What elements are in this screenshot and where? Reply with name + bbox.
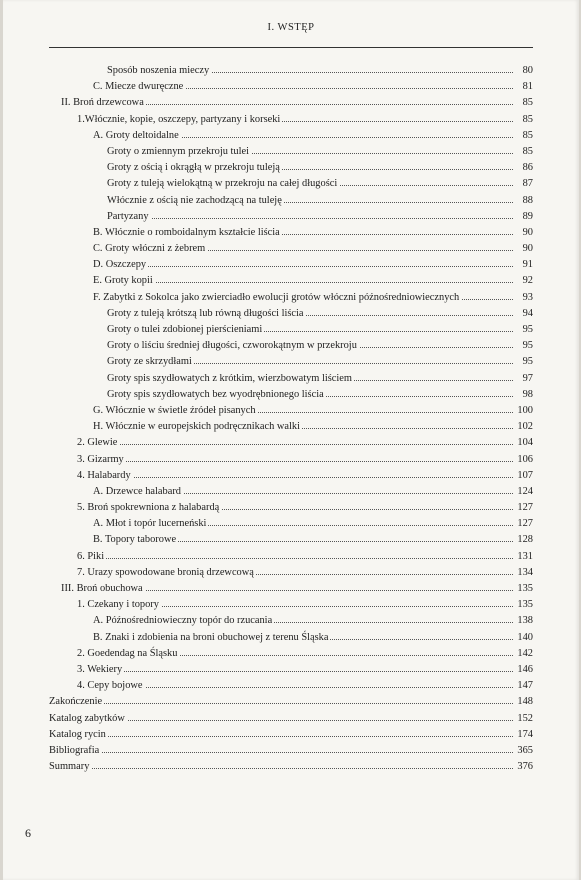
toc-entry: [3, 405, 579, 421]
toc-entry: [3, 567, 579, 583]
toc-entry-label: A. Młot i topór lucerneński: [93, 518, 207, 530]
toc-entry-page: 95: [522, 340, 533, 352]
header-rule: [49, 47, 533, 48]
toc-entry: [3, 551, 579, 567]
toc-entry-page: 127: [517, 518, 533, 530]
toc-entry: [3, 615, 579, 631]
toc-entry-page: 88: [522, 194, 533, 206]
toc-entry-page: 81: [522, 81, 533, 93]
toc-entry-label: Bibliografia: [49, 744, 100, 756]
toc-entry: [3, 275, 579, 291]
toc-entry-label: Groty z tuleją krótszą lub równą długości liścia: [107, 307, 304, 319]
toc-entry-page: 94: [522, 307, 533, 319]
toc-entry-label: C. Miecze dwuręczne: [93, 81, 184, 93]
toc-entry-label: B. Włócznie o romboidalnym kształcie liścia: [93, 226, 280, 238]
toc-entry-page: 91: [522, 259, 533, 271]
toc-entry: [3, 664, 579, 680]
toc-entry-page: 97: [522, 372, 533, 384]
toc-entry-page: 152: [517, 712, 533, 724]
toc-entry: [3, 486, 579, 502]
toc-entry-page: 146: [517, 663, 533, 675]
toc-leader-dots: [77, 671, 513, 672]
toc-entry-page: 174: [517, 728, 533, 740]
toc-entry-label: Groty o liściu średniej długości, czworokątnym w przekroju: [107, 340, 357, 352]
toc-entry-label: Summary: [49, 761, 90, 773]
toc-entry: [3, 502, 579, 518]
toc-entry-page: 365: [517, 744, 533, 756]
toc-entry-label: Włócznie z ością nie zachodzącą na tuleję: [107, 194, 282, 206]
toc-entry-page: 128: [517, 534, 533, 546]
toc-entry-label: Groty spis szydłowatych z krótkim, wierzbowatym liściem: [107, 372, 352, 384]
toc-entry: [3, 259, 579, 275]
toc-entry-page: 80: [522, 65, 533, 76]
toc-entry-page: 135: [517, 599, 533, 611]
toc-entry: [3, 324, 579, 340]
toc-entry-label: A. Groty deltoidalne: [93, 129, 179, 141]
toc-entry-label: Sposób noszenia mieczy: [107, 65, 210, 76]
toc-entry: [3, 648, 579, 664]
toc-entry-label: 6. Piki: [77, 550, 105, 562]
toc-entry-label: 2. Glewie: [77, 437, 118, 449]
toc-entry-page: 376: [517, 761, 533, 773]
toc-entry: [3, 421, 579, 437]
toc-entry-page: 106: [517, 453, 533, 465]
toc-entry: [3, 97, 579, 113]
toc-entry: [3, 437, 579, 453]
toc-entry: [3, 534, 579, 550]
toc-entry-label: 5. Broń spokrewniona z halabardą: [77, 502, 220, 514]
toc-entry-page: 131: [517, 550, 533, 562]
toc-entry: [3, 356, 579, 372]
toc-leader-dots: [77, 444, 513, 445]
toc-entry-label: 3. Wekiery: [77, 663, 123, 675]
toc-entry-label: Groty z ością i okrągłą w przekroju tuleją: [107, 162, 280, 174]
toc-entry-label: F. Zabytki z Sokolca jako zwierciadło ewolucji grotów włóczni późnośredniowiecznych: [93, 291, 460, 303]
toc-entry-page: 138: [517, 615, 533, 627]
toc-entry: [3, 65, 579, 81]
toc-entry: [3, 470, 579, 486]
table-of-contents: [3, 65, 579, 777]
toc-entry: [3, 761, 579, 777]
toc-entry: [3, 713, 579, 729]
toc-entry-label: Groty o tulei zdobionej pierścieniami: [107, 324, 263, 335]
toc-entry-label: 1. Czekany i topory: [77, 599, 159, 611]
toc-leader-dots: [93, 266, 513, 267]
toc-entry-label: 3. Gizarmy: [77, 453, 124, 465]
toc-entry-label: 2. Goedendag na Śląsku: [77, 647, 178, 659]
toc-entry-label: Groty z tuleją wielokątną w przekroju na całej długości: [107, 178, 338, 190]
toc-entry-page: 90: [522, 226, 533, 238]
toc-leader-dots: [77, 477, 513, 478]
toc-entry-label: Katalog rycin: [49, 728, 106, 740]
toc-entry-label: G. Włócznie w świetle źródeł pisanych: [93, 404, 256, 416]
toc-entry-page: 93: [522, 291, 533, 303]
toc-entry-page: 134: [517, 566, 533, 578]
toc-entry: [3, 243, 579, 259]
toc-entry: [3, 583, 579, 599]
toc-entry: [3, 81, 579, 97]
toc-entry: [3, 211, 579, 227]
toc-entry: [3, 632, 579, 648]
toc-entry-label: A. Drzewce halabard: [93, 485, 181, 497]
toc-entry-label: 7. Urazy spowodowane bronią drzewcową: [77, 566, 254, 578]
toc-entry-label: Groty ze skrzydłami: [107, 356, 192, 368]
toc-entry: [3, 518, 579, 534]
toc-entry-label: 4. Halabardy: [77, 469, 131, 481]
toc-entry-label: D. Oszczepy: [93, 259, 147, 271]
toc-entry-label: B. Topory taborowe: [93, 534, 177, 546]
toc-entry-page: 147: [517, 680, 533, 692]
toc-entry: [3, 454, 579, 470]
toc-entry-label: Groty spis szydłowatych bez wyodrębnionego liścia: [107, 388, 324, 400]
toc-entry: [3, 162, 579, 178]
toc-leader-dots: [49, 752, 513, 753]
toc-leader-dots: [49, 703, 513, 704]
toc-entry-page: 95: [522, 324, 533, 335]
toc-entry-page: 104: [517, 437, 533, 449]
toc-entry-label: C. Groty włóczni z żebrem: [93, 243, 206, 255]
page-number: 6: [25, 826, 31, 840]
toc-entry-page: 85: [522, 145, 533, 157]
toc-entry-label: III. Broń obuchowa: [61, 583, 143, 594]
toc-entry-label: Groty o zmiennym przekroju tulei: [107, 145, 249, 157]
toc-entry: [3, 729, 579, 745]
toc-entry-label: E. Groty kopii: [93, 275, 153, 287]
toc-entry-label: Zakończenie: [49, 696, 103, 708]
toc-leader-dots: [107, 218, 513, 219]
toc-entry-page: 142: [517, 647, 533, 659]
toc-entry-page: 148: [517, 696, 533, 708]
toc-entry-page: 107: [517, 469, 533, 481]
toc-entry-page: 92: [522, 275, 533, 287]
toc-entry-page: 85: [522, 113, 533, 125]
toc-entry-page: 95: [522, 356, 533, 368]
book-page: [3, 0, 579, 880]
toc-entry-page: 85: [522, 97, 533, 109]
toc-entry-label: Katalog zabytków: [49, 712, 125, 724]
toc-entry: [3, 599, 579, 615]
toc-entry: [3, 114, 579, 130]
toc-entry: [3, 340, 579, 356]
toc-entry-page: 86: [522, 162, 533, 174]
toc-entry: [3, 146, 579, 162]
toc-entry: [3, 227, 579, 243]
toc-leader-dots: [77, 461, 513, 462]
toc-entry-page: 100: [517, 404, 533, 416]
toc-entry-page: 89: [522, 210, 533, 222]
toc-leader-dots: [93, 282, 513, 283]
toc-entry: [3, 308, 579, 324]
toc-entry: [3, 292, 579, 308]
running-header: I. WSTĘP: [267, 22, 315, 33]
toc-entry-label: B. Znaki i zdobienia na broni obuchowej z terenu Śląska: [93, 631, 329, 643]
toc-entry: [3, 696, 579, 712]
toc-entry: [3, 745, 579, 761]
toc-leader-dots: [77, 558, 513, 559]
toc-leader-dots: [49, 768, 513, 769]
toc-entry: [3, 373, 579, 389]
toc-entry-page: 135: [517, 583, 533, 594]
toc-entry-label: 1.Włócznie, kopie, oszczepy, partyzany i korseki: [77, 113, 281, 125]
toc-entry-page: 90: [522, 243, 533, 255]
toc-entry-page: 98: [522, 388, 533, 400]
toc-entry-page: 140: [517, 631, 533, 643]
toc-entry-page: 127: [517, 502, 533, 514]
toc-entry-label: H. Włócznie w europejskich podręcznikach walki: [93, 421, 300, 433]
toc-entry-page: 85: [522, 129, 533, 141]
toc-entry-page: 102: [517, 421, 533, 433]
toc-entry-label: A. Późnośredniowieczny topór do rzucania: [93, 615, 273, 627]
toc-entry: [3, 389, 579, 405]
toc-entry: [3, 680, 579, 696]
toc-leader-dots: [49, 736, 513, 737]
toc-entry: [3, 195, 579, 211]
toc-entry-page: 124: [517, 485, 533, 497]
toc-entry-page: 87: [522, 178, 533, 190]
toc-entry-label: Partyzany: [107, 210, 149, 222]
toc-entry-label: 4. Cepy bojowe: [77, 680, 143, 692]
toc-entry: [3, 178, 579, 194]
toc-entry: [3, 130, 579, 146]
toc-entry-label: II. Broń drzewcowa: [61, 97, 144, 109]
